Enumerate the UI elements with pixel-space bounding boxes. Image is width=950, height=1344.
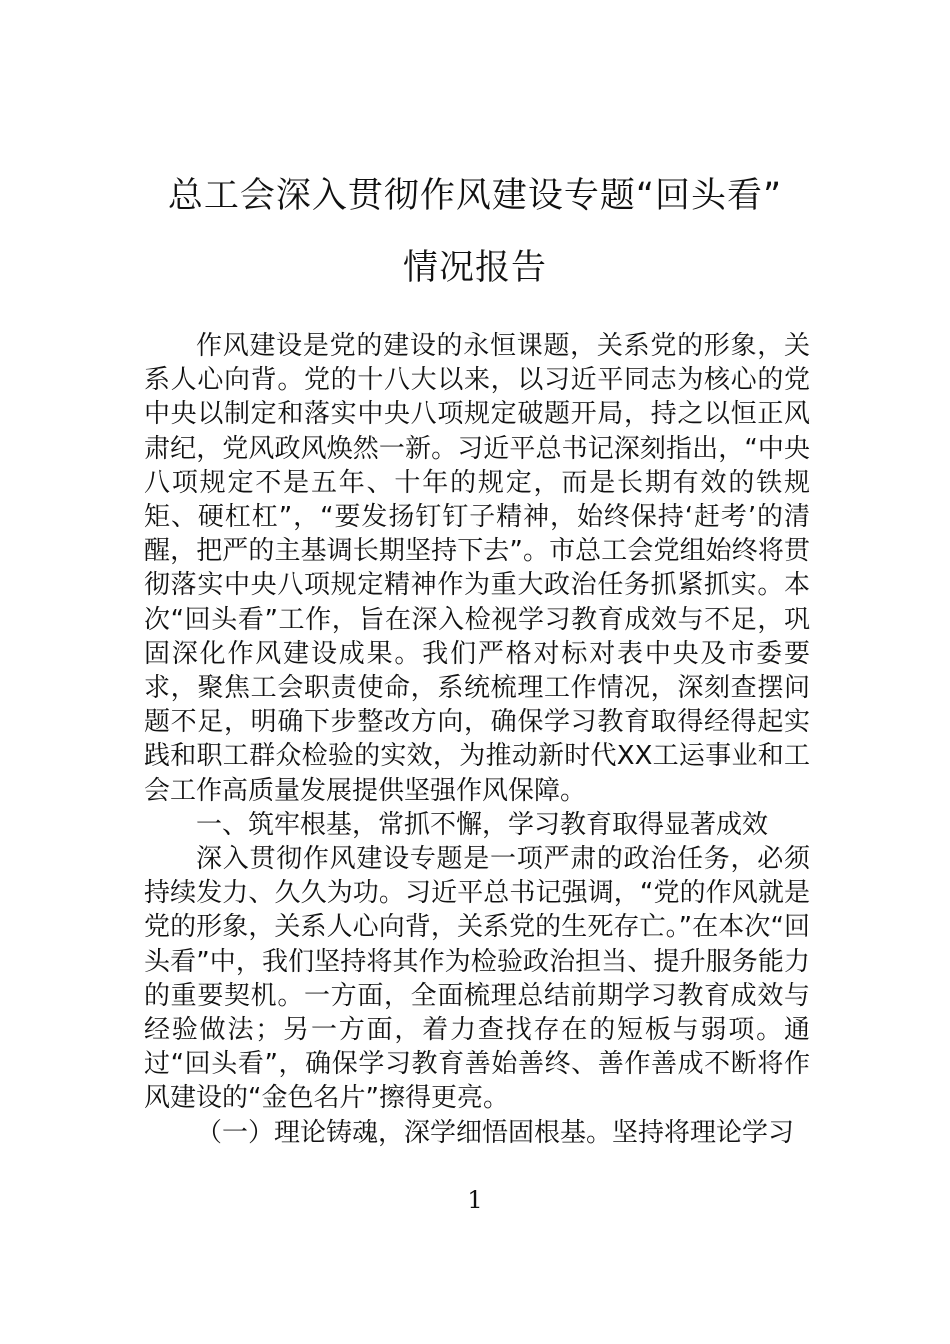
page-number: 1 — [467, 1186, 483, 1214]
subsection-1-paragraph: （一）理论铸魂，深学细悟固根基。坚持将理论学习 — [196, 1117, 795, 1148]
intro-paragraph: 作风建设是党的建设的永恒课题，关系党的形象，关系人心向背。党的十八大以来，以习近平同志为核心的党中央以制定和落实中央八项规定破题开局，持之以恒正风肃纪，党风政风焕然一新。习近平总书记深刻指出，“中央八项规定不是五年、十年的规定，而是长期有效的铁规矩、硬杠杠”，“要发扬钉钉子精神，始终保持‘赶考’的清醒，把严的主基调长期坚持下去”。市总工会党组始终将贯彻落实中央八项规定精神作为重大政治任务抓紧抓实。本次“回头看”工作，旨在深入检视学习教育成效与不足，巩固深化作风建设成果。我们严格对标对表中央及市委要求，聚焦工会职责使命，系统梳理工作情况，深刻查摆问题不足，明确下步整改方向，确保学习教育取得经得起实践和职工群众检验的实效，为推动新时代XX工运事业和工会工作高质量发展提供坚强作风保障。 — [144, 331, 810, 806]
section-heading-1: 一、筑牢根基，常抓不懈，学习教育取得显著成效 — [196, 809, 769, 840]
document-body — [144, 329, 810, 1150]
section-1-paragraph: 深入贯彻作风建设专题是一项严肃的政治任务，必须持续发力、久久为功。习近平总书记强调，“党的作风就是党的形象，关系人心向背，关系党的生死存亡。”在本次“回头看”中，我们坚持将其作为检验政治担当、提升服务能力的重要契机。一方面，全面梳理总结前期学习教育成效与经验做法；另一方面，着力查找存在的短板与弱项。通过“回头看”，确保学习教育善始善终、善作善成不断将作风建设的“金色名片”擦得更亮。 — [144, 844, 810, 1114]
document-title-line1: 总工会深入贯彻作风建设专题“回头看” — [167, 176, 783, 216]
document-title-line2: 情况报告 — [402, 248, 547, 288]
